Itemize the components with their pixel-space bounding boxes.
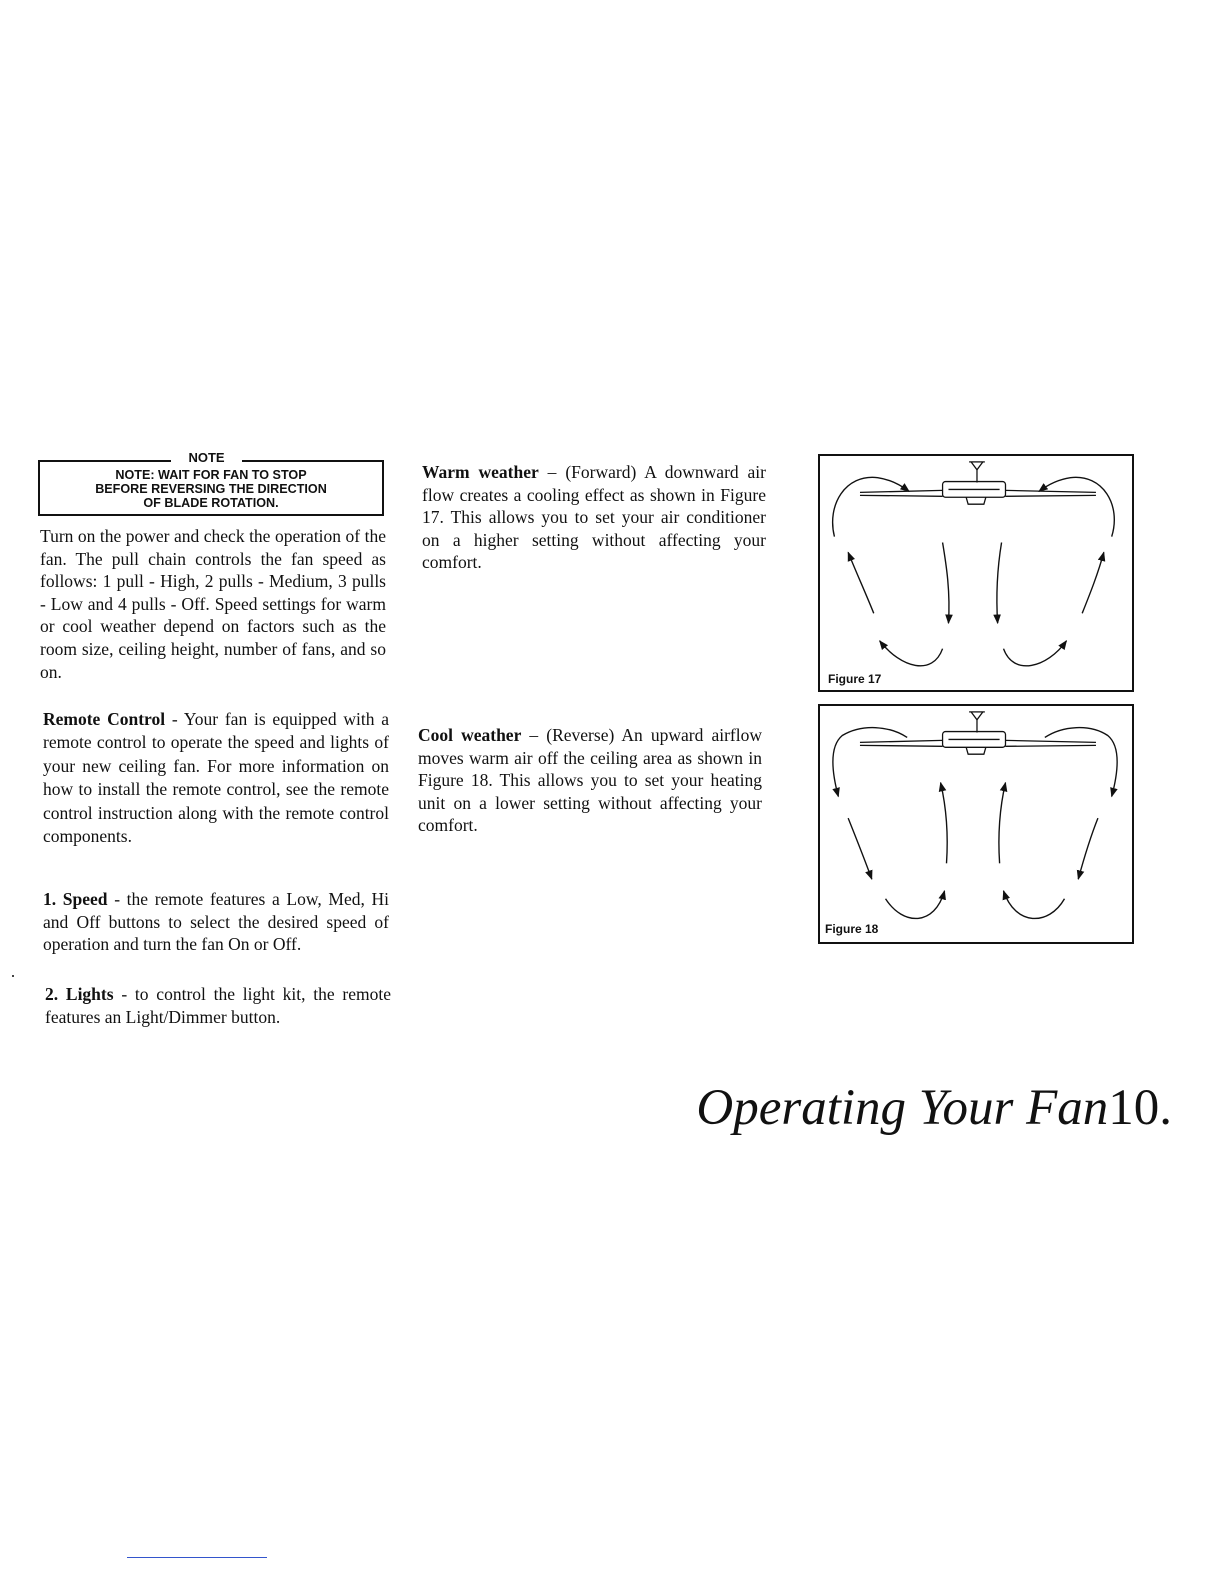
remote-control-paragraph [43, 708, 389, 848]
note-body [40, 468, 382, 510]
note-line-3: OF BLADE ROTATION. [143, 496, 279, 510]
speed-paragraph [43, 888, 389, 956]
remote-control-heading: Remote Control [43, 709, 166, 729]
note-line-1: NOTE: WAIT FOR FAN TO STOP [115, 468, 307, 482]
airflow-arrows [833, 477, 1115, 666]
stray-mark [12, 975, 14, 977]
warm-weather-text: – (Forward) A downward air flow creates a cooling effect as shown in Figure 17. This allows you to set your air conditioner on a higher setting without affecting your comfort. [422, 462, 766, 573]
cool-weather-paragraph [418, 724, 762, 837]
page-number: 10. [1108, 1080, 1172, 1136]
cool-weather-text: – (Reverse) An upward airflow moves warm air off the ceiling area as shown in Figure 18. This allows you to set your heating unit on a lower setting without affecting your comfort. [418, 725, 762, 836]
airflow-arrows [833, 728, 1117, 919]
figure-18 [818, 704, 1134, 944]
bottom-rule [127, 1557, 267, 1558]
cool-weather-heading: Cool weather [418, 725, 522, 745]
figure-18-diagram [820, 706, 1132, 942]
lights-text: - to control the light kit, the remote features an Light/Dimmer button. [45, 984, 392, 1027]
figure-17-diagram [820, 456, 1132, 690]
figure-18-label: Figure 18 [825, 922, 879, 936]
intro-paragraph: Turn on the power and check the operation of the fan. The pull chain controls the fan speed as follows: 1 pull - High, 2 pulls - Medium, 3 pulls - Low and 4 pulls - Off. Speed settings for warm or cool weather depend on factors such as the room size, ceiling height, number of fans, and so on. [40, 526, 386, 682]
figure-17-label: Figure 17 [828, 672, 882, 686]
figure-17 [818, 454, 1134, 692]
page-title-text: Operating Your Fan [696, 1080, 1109, 1136]
warm-weather-heading: Warm weather [422, 462, 539, 482]
lights-heading: 2. Lights [45, 984, 114, 1004]
note-line-2: BEFORE REVERSING THE DIRECTION [95, 482, 327, 496]
remote-control-text: - Your fan is equipped with a remote control to operate the speed and lights of your new ceiling fan. For more information on how to install the remote control, see the remote control instruction along with the remote control components. [43, 709, 390, 847]
speed-heading: 1. Speed [43, 889, 108, 909]
ceiling-fan-icon [860, 712, 1096, 754]
warm-weather-paragraph [422, 461, 766, 574]
note-heading: NOTE [188, 450, 225, 465]
lights-paragraph [45, 983, 391, 1028]
speed-text: - the remote features a Low, Med, Hi and Off buttons to select the desired speed of operation and turn the fan On or Off. [43, 889, 390, 955]
page-title [560, 1078, 1172, 1138]
